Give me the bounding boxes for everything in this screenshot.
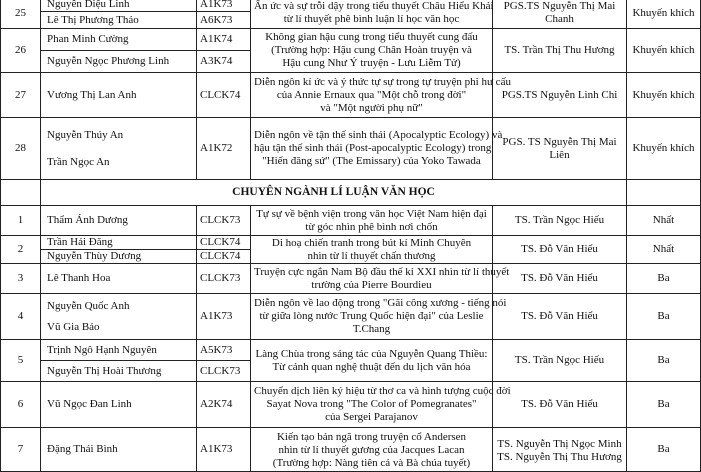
student-name: Trần Hải Đăng bbox=[41, 236, 197, 250]
table-row bbox=[1, 264, 701, 294]
advisor: TS. Trần Thị Thu Hương bbox=[493, 29, 627, 73]
row-number: 1 bbox=[1, 206, 41, 236]
class-code: CLCK73 bbox=[197, 361, 251, 382]
topic-line: từ góc nhìn phê bình nơi chốn bbox=[305, 220, 438, 233]
table-row bbox=[1, 340, 701, 361]
table-row bbox=[1, 73, 701, 118]
advisor-name: TS. Nguyễn Thị Thu Hương bbox=[497, 451, 622, 463]
class-code: A1K72 bbox=[197, 118, 251, 180]
prize: Khuyến khích bbox=[627, 0, 701, 29]
advisor: PGS. TS Nguyễn Thị Mai Liên bbox=[493, 118, 627, 180]
row-number: 28 bbox=[1, 118, 41, 180]
section-title: CHUYÊN NGÀNH LÍ LUẬN VĂN HỌC bbox=[41, 180, 627, 206]
table-row bbox=[1, 29, 701, 51]
student-name: Nguyễn Thị Hoài Thương bbox=[41, 361, 197, 382]
research-topic bbox=[251, 236, 493, 264]
student-names bbox=[41, 118, 197, 180]
class-code: A3K74 bbox=[197, 51, 251, 73]
class-code: CLCK73 bbox=[197, 206, 251, 236]
student-name: Thẩm Ánh Dương bbox=[41, 206, 197, 236]
row-number: 26 bbox=[1, 29, 41, 73]
student-names bbox=[41, 294, 197, 340]
prize: Ba bbox=[627, 294, 701, 340]
topic-line: từ giữa lòng nước Trung Quốc hiện đại" của Leslie bbox=[259, 310, 484, 322]
row-number: 3 bbox=[1, 264, 41, 294]
research-topic bbox=[251, 73, 511, 118]
class-code: CLCK74 bbox=[197, 250, 251, 264]
topic-line: nhìn từ lí thuyết chấn thương bbox=[307, 249, 436, 262]
prize: Ba bbox=[627, 340, 701, 382]
class-code: A1K73 bbox=[197, 294, 251, 340]
topic-line: nhìn từ lí thuyết gương của Jacques Lacan bbox=[278, 444, 465, 456]
table-row bbox=[1, 236, 701, 250]
topic-line: Di hoạ chiến tranh trong bút kí Minh Chuyên bbox=[271, 236, 472, 249]
research-topic bbox=[251, 294, 507, 340]
student-name: Lê Thị Phương Thảo bbox=[41, 12, 197, 29]
research-topic bbox=[251, 264, 510, 294]
advisor: TS. Trần Ngọc Hiếu bbox=[493, 340, 627, 382]
topic-line: (Trường hợp: Hậu cung Chân Hoàn truyện và bbox=[271, 44, 472, 56]
topic-line: Sayat Nova trong "The Color of Pomegranates" bbox=[266, 398, 477, 410]
class-code: CLCK73 bbox=[197, 264, 251, 294]
student-name: Vương Thị Lan Anh bbox=[41, 73, 197, 118]
class-code: A1K73 bbox=[197, 0, 251, 12]
student-name: Nguyễn Quốc Anh bbox=[47, 299, 130, 312]
research-topic bbox=[251, 29, 493, 73]
topic-line: (Trường hợp: Nàng tiên cá và Bà chúa tuyết) bbox=[272, 457, 471, 469]
row-number: 5 bbox=[1, 340, 41, 382]
student-name: Nguyễn Ngọc Phương Linh bbox=[41, 51, 197, 73]
prize: Nhất bbox=[627, 206, 701, 236]
topic-line: "Hiến đăng sứ" (The Emissary) của Yoko Tawada bbox=[262, 155, 481, 167]
advisor: TS. Trần Ngọc Hiếu bbox=[493, 206, 627, 236]
topic-line: Diễn ngôn kí ức và ý thức tự sự trong tự truyện phi hư cấu bbox=[254, 75, 511, 88]
table-row bbox=[1, 118, 701, 180]
research-topic bbox=[251, 340, 493, 382]
student-name: Vũ Gia Bảo bbox=[47, 320, 100, 333]
topic-line: Kiến tạo bản ngã trong truyện cổ Andersen bbox=[276, 431, 467, 443]
research-topic bbox=[251, 428, 493, 472]
student-name: Nguyễn Thúy An bbox=[47, 128, 124, 141]
advisor bbox=[493, 428, 627, 472]
student-name: Đặng Thái Bình bbox=[41, 428, 197, 472]
prize: Khuyến khích bbox=[627, 29, 701, 73]
prize: Khuyến khích bbox=[627, 118, 701, 180]
row-number: 2 bbox=[1, 236, 41, 264]
topic-line: hậu tận thế sinh thái (Post-apocalyptic Ecology) trong bbox=[254, 142, 492, 154]
section-header-row bbox=[1, 180, 701, 206]
student-name: Trần Ngọc An bbox=[47, 155, 110, 168]
topic-line: Hậu cung Như Ý truyện - Lưu Liễm Tử) bbox=[282, 57, 461, 69]
research-topic bbox=[251, 0, 493, 29]
research-topic bbox=[251, 118, 503, 180]
row-number: 25 bbox=[1, 0, 41, 29]
research-topic bbox=[251, 382, 511, 428]
class-code: A1K74 bbox=[197, 29, 251, 51]
class-code: A2K74 bbox=[197, 382, 251, 428]
research-topic bbox=[251, 206, 493, 236]
advisor: TS. Đỗ Văn Hiểu bbox=[493, 382, 627, 428]
class-code: A1K73 bbox=[197, 428, 251, 472]
topic-line: Tự sự về bệnh viện trong văn học Việt Nam hiện đại bbox=[256, 207, 487, 220]
prize: Ba bbox=[627, 264, 701, 294]
advisor: TS. Đỗ Văn Hiểu bbox=[493, 294, 627, 340]
prize: Nhất bbox=[627, 236, 701, 264]
topic-line: Truyện cực ngắn Nam Bộ đầu thế kỉ XXI nhìn từ lí thuyết bbox=[254, 265, 510, 278]
table-row bbox=[1, 382, 701, 428]
class-code: A5K73 bbox=[197, 340, 251, 361]
class-code: A6K73 bbox=[197, 12, 251, 29]
topic-line: Diễn ngôn về tận thế sinh thái (Apocalyptic Ecology) và bbox=[254, 129, 503, 141]
student-name: Phan Minh Cường bbox=[41, 29, 197, 51]
topic-line: Ấn ức và sự trỗi dậy trong tiểu thuyết Châu Hiểu Khải bbox=[254, 0, 494, 12]
row-number: 4 bbox=[1, 294, 41, 340]
topic-line: Làng Chùa trong sáng tác của Nguyễn Quang Thiều: bbox=[255, 347, 488, 360]
topic-line: Chuyển dịch liên ký hiệu từ thơ ca và hình tượng cuộc đời bbox=[254, 385, 511, 397]
topic-line: từ lí thuyết phê bình luận lí học văn học bbox=[283, 13, 460, 25]
class-code: CLCK74 bbox=[197, 236, 251, 250]
student-name: Nguyễn Diệu Linh bbox=[41, 0, 197, 12]
topic-line: của Sergei Parajanov bbox=[325, 411, 418, 423]
advisor-name: TS. Nguyễn Thị Ngọc Minh bbox=[497, 438, 622, 450]
prize: Ba bbox=[627, 428, 701, 472]
row-number: 6 bbox=[1, 382, 41, 428]
topic-line: Từ cảnh quan nghệ thuật đến du lịch văn hóa bbox=[272, 360, 471, 373]
topic-line: và "Một người phụ nữ" bbox=[320, 101, 423, 114]
student-name: Vũ Ngọc Đan Linh bbox=[41, 382, 197, 428]
topic-line: T.Chang bbox=[352, 323, 391, 335]
table-row bbox=[1, 206, 701, 236]
row-number: 7 bbox=[1, 428, 41, 472]
advisor: PGS.TS Nguyễn Linh Chi bbox=[493, 73, 627, 118]
topic-line: của Annie Ernaux qua "Một chỗ trong đời" bbox=[276, 88, 467, 101]
advisor: TS. Đỗ Văn Hiểu bbox=[493, 264, 627, 294]
class-code: CLCK74 bbox=[197, 73, 251, 118]
student-name: Nguyễn Thùy Dương bbox=[41, 250, 197, 264]
prize: Khuyến khích bbox=[627, 73, 701, 118]
table-row bbox=[1, 294, 701, 340]
topic-line: Không gian hậu cung trong tiểu thuyết cung đấu bbox=[265, 31, 478, 43]
topic-line: trường của Pierre Bourdieu bbox=[311, 278, 432, 291]
table-row bbox=[1, 428, 701, 472]
row-number: 27 bbox=[1, 73, 41, 118]
prize: Ba bbox=[627, 382, 701, 428]
student-name: Trịnh Ngô Hạnh Nguyên bbox=[41, 340, 197, 361]
topic-line: Diễn ngôn về lao động trong "Gãi công xương - tiếng nói bbox=[254, 297, 507, 309]
advisor: PGS.TS Nguyễn Thị Mai Chanh bbox=[493, 0, 627, 29]
student-name: Lê Thanh Hoa bbox=[41, 264, 197, 294]
advisor: TS. Đỗ Văn Hiểu bbox=[493, 236, 627, 264]
table-row bbox=[1, 0, 701, 12]
